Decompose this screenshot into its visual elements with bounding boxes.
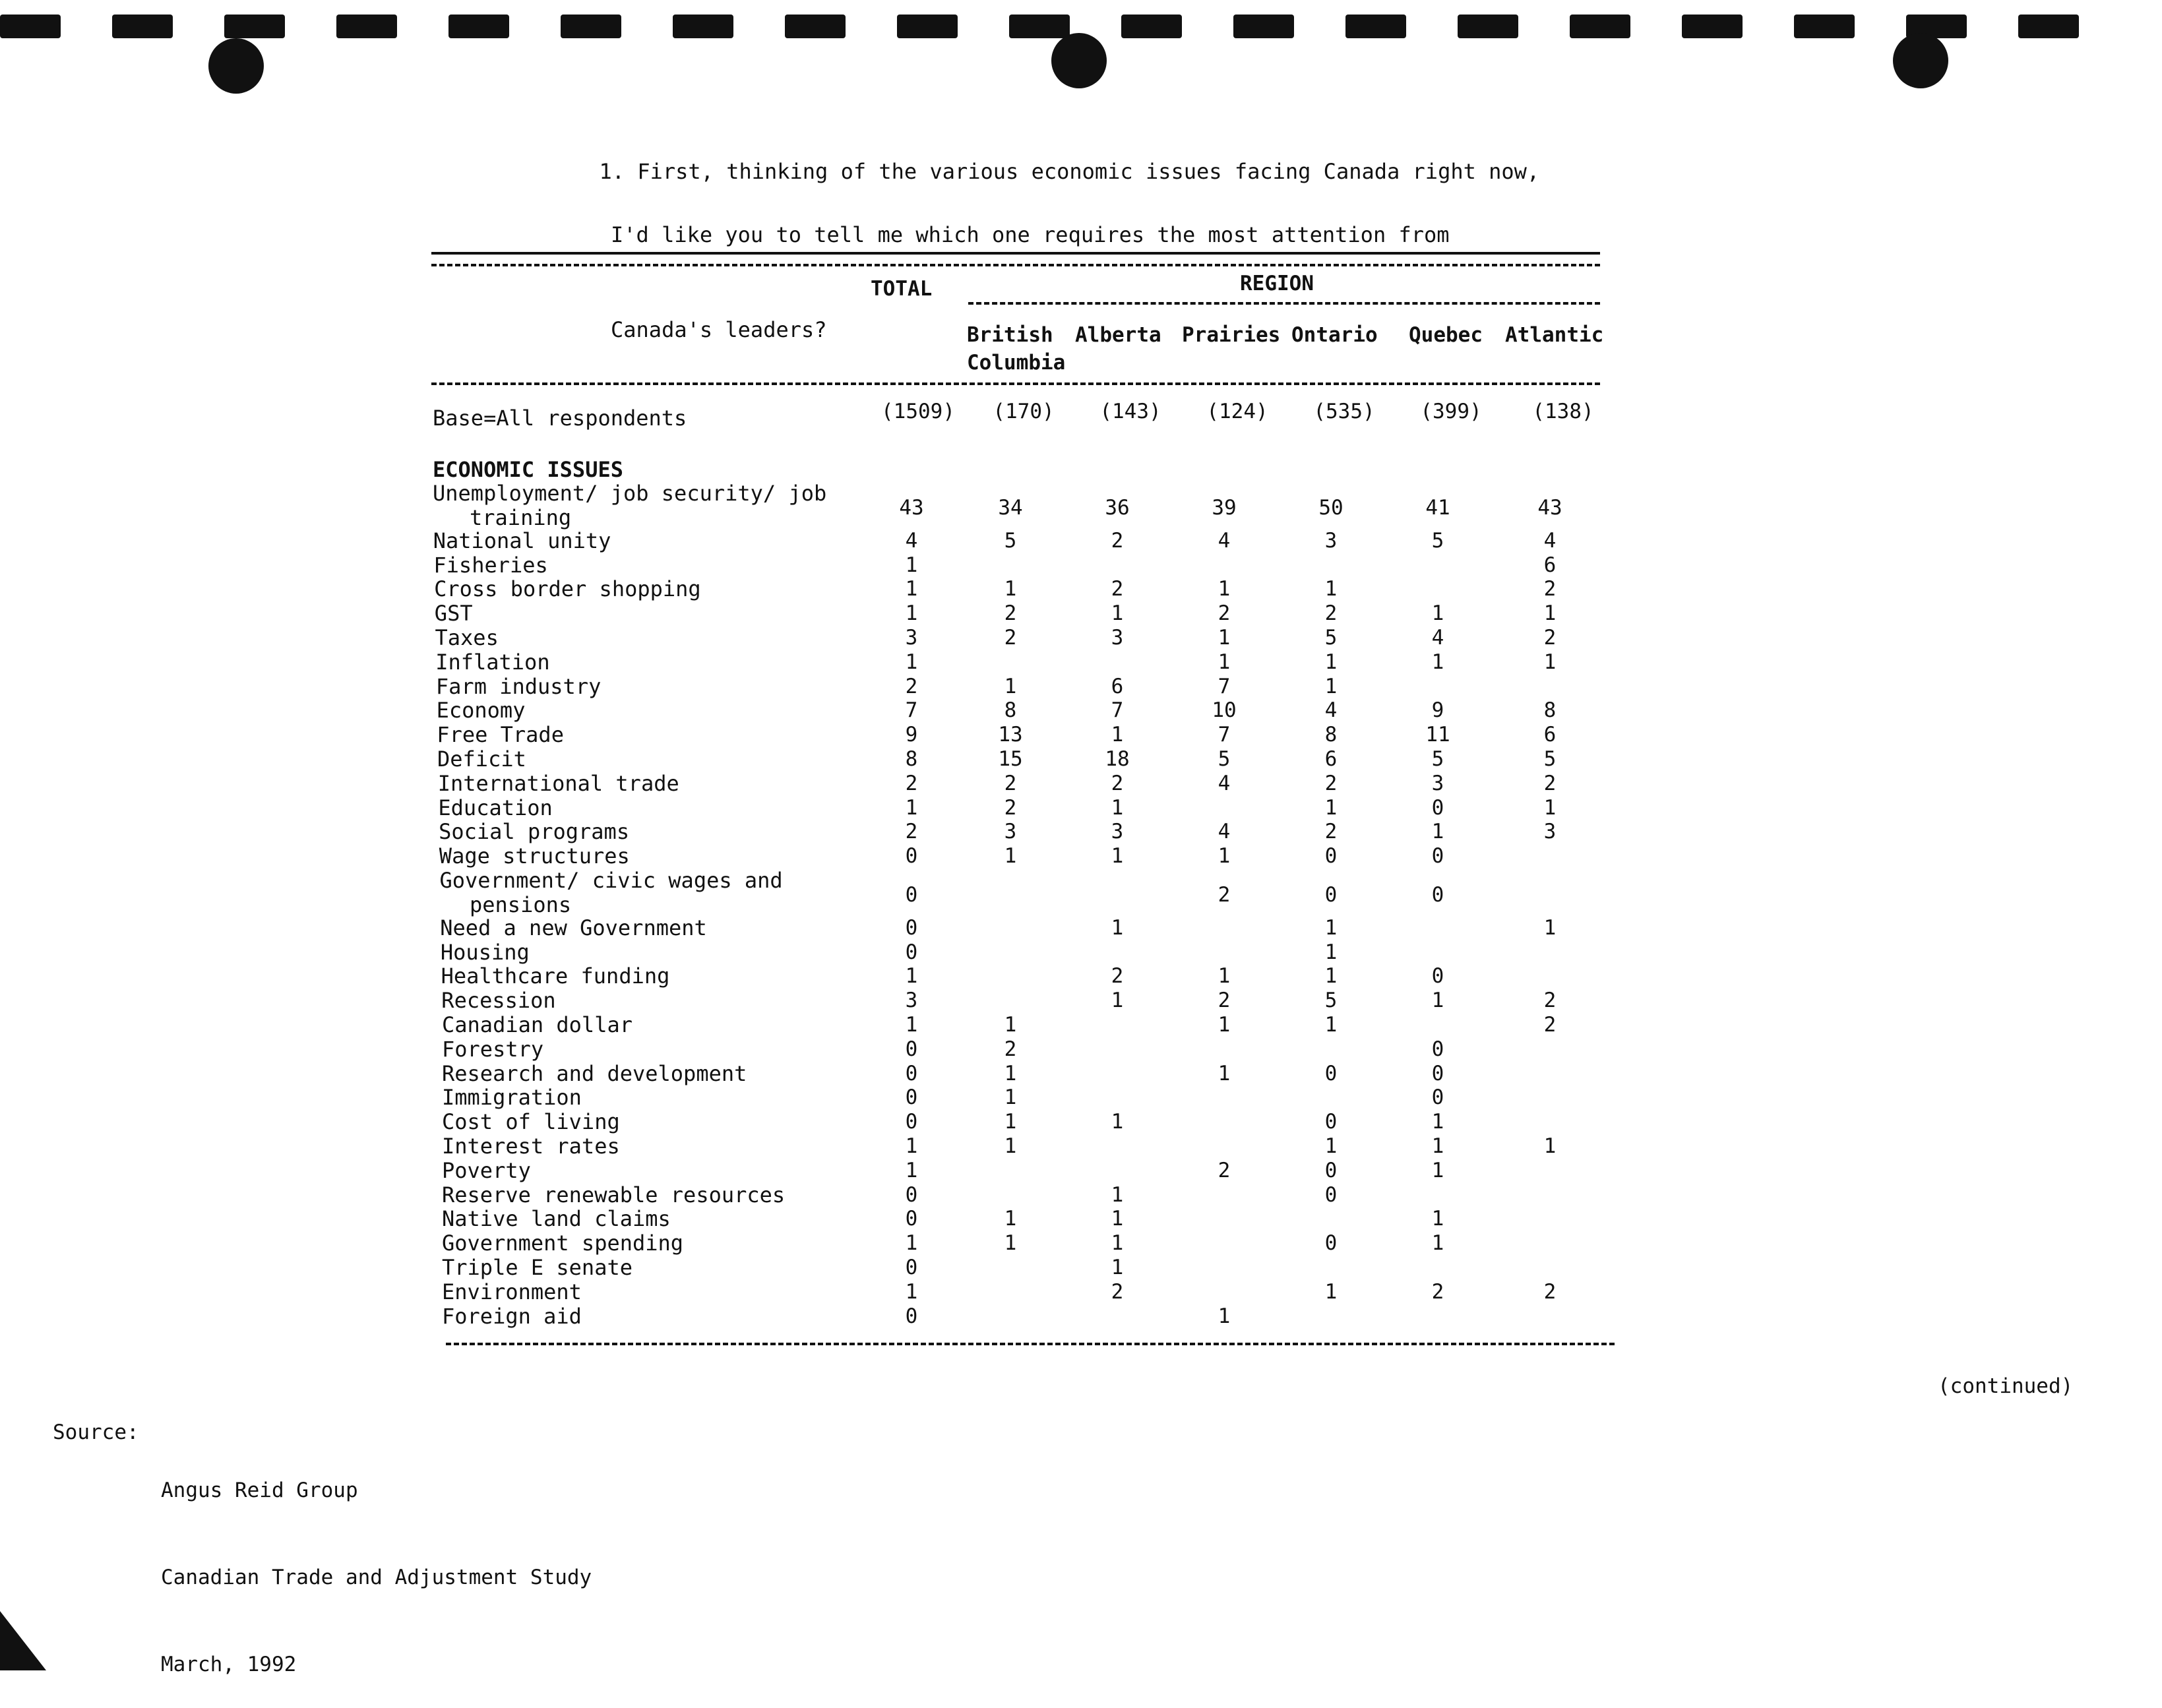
- table-cell: 1: [1111, 1110, 1124, 1134]
- table-cell: 1: [1431, 989, 1444, 1013]
- table-cell: 1: [1324, 915, 1338, 940]
- region-header-col: Quebec: [1409, 323, 1483, 347]
- section-title: ECONOMIC ISSUES: [433, 457, 623, 482]
- binder-dash: [1570, 15, 1630, 38]
- row-label: Farm industry: [435, 673, 602, 699]
- question-line: First, thinking of the various economic issues facing Canada right now,: [637, 159, 1540, 184]
- table-cell: 1: [1218, 844, 1231, 869]
- table-dash-rule: [431, 264, 1600, 266]
- table-cell: 0: [905, 1037, 918, 1061]
- table-cell: 7: [905, 698, 918, 723]
- table-cell: 11: [1425, 723, 1450, 747]
- row-label: Government/ civic wages and: [439, 867, 783, 893]
- row-label: Forestry: [442, 1036, 544, 1062]
- source-line: March, 1992: [161, 1653, 297, 1676]
- table-cell: 3: [905, 989, 918, 1013]
- table-cell: 0: [1324, 1110, 1338, 1134]
- table-cell: 0: [1324, 883, 1338, 907]
- table-cell: 1: [1004, 1085, 1017, 1110]
- table-cell: 0: [905, 1061, 918, 1085]
- row-label: Cost of living: [442, 1109, 620, 1135]
- table-cell: 1: [1111, 601, 1124, 626]
- table-cell: 2: [905, 820, 918, 844]
- table-cell: 1: [1218, 1061, 1231, 1085]
- table-cell: 6: [1111, 674, 1124, 698]
- question-line: Canada's leaders?: [611, 317, 827, 342]
- table-cell: 0: [1431, 1037, 1444, 1061]
- binder-dash: [1458, 15, 1518, 38]
- table-cell: 1: [1431, 601, 1444, 626]
- table-cell: 1: [1218, 964, 1231, 989]
- table-cell: 0: [1324, 1182, 1338, 1207]
- continued-note: (continued): [1938, 1374, 2074, 1398]
- table-cell: 1: [1111, 1255, 1124, 1279]
- table-cell: 1: [1431, 650, 1444, 674]
- table-cell: 2: [1324, 601, 1338, 626]
- table-cell: 2: [1004, 625, 1017, 650]
- row-label: Cross border shopping: [434, 576, 701, 602]
- table-cell: 4: [1324, 698, 1338, 723]
- punch-hole: [1051, 33, 1107, 88]
- table-cell: 1: [1324, 964, 1338, 989]
- table-cell: 0: [1324, 1158, 1338, 1182]
- table-cell: 1: [905, 553, 918, 577]
- table-cell: 2: [1543, 1279, 1557, 1304]
- table-cell: 9: [905, 723, 918, 747]
- row-label: National unity: [433, 528, 611, 553]
- binder-dash: [224, 15, 285, 38]
- punch-hole: [208, 38, 264, 94]
- table-cell: 34: [998, 496, 1023, 520]
- binder-dash: [561, 15, 621, 38]
- table-cell: 41: [1425, 496, 1450, 520]
- table-cell: 0: [1431, 883, 1444, 907]
- table-cell: 1: [1324, 650, 1338, 674]
- binder-dash: [785, 15, 846, 38]
- table-cell: 4: [1218, 820, 1231, 844]
- table-cell: 2: [1004, 1037, 1017, 1061]
- table-cell: 2: [1111, 577, 1124, 601]
- base-value: (124): [1206, 400, 1268, 423]
- binder-dash: [1682, 15, 1743, 38]
- table-cell: 2: [1543, 1012, 1557, 1037]
- table-cell: 1: [1543, 1134, 1557, 1158]
- source-block: [161, 1418, 592, 1708]
- table-cell: 36: [1105, 496, 1130, 520]
- table-cell: 4: [1431, 625, 1444, 650]
- table-cell: 4: [1218, 528, 1231, 553]
- table-top-rule: [431, 252, 1600, 255]
- table-cell: 4: [905, 528, 918, 553]
- table-cell: 1: [905, 795, 918, 820]
- table-cell: 2: [1111, 964, 1124, 989]
- table-cell: 10: [1212, 698, 1237, 723]
- row-label: Reserve renewable resources: [442, 1182, 786, 1207]
- table-cell: 1: [1324, 674, 1338, 698]
- table-cell: 3: [1543, 820, 1557, 844]
- row-label: Free Trade: [437, 722, 564, 748]
- binder-dash: [897, 15, 958, 38]
- table-cell: 1: [1543, 601, 1557, 626]
- source-label: Source:: [53, 1420, 139, 1444]
- table-cell: 2: [1543, 771, 1557, 795]
- table-cell: 13: [998, 723, 1023, 747]
- region-header: REGION: [1240, 272, 1314, 295]
- row-label: Native land claims: [442, 1206, 671, 1232]
- region-header-col: British: [967, 323, 1053, 347]
- row-label: Unemployment/ job security/ job: [433, 481, 827, 506]
- table-cell: 1: [1543, 650, 1557, 674]
- table-cell: 2: [905, 674, 918, 698]
- table-cell: 1: [1218, 1012, 1231, 1037]
- table-cell: 1: [1111, 795, 1124, 820]
- base-value: (1509): [881, 400, 955, 423]
- table-cell: 0: [905, 1085, 918, 1110]
- table-cell: 50: [1318, 496, 1344, 520]
- table-cell: 1: [1004, 1012, 1017, 1037]
- table-cell: 1: [1324, 1134, 1338, 1158]
- table-cell: 0: [905, 883, 918, 907]
- table-cell: 43: [899, 496, 924, 520]
- row-label: Education: [438, 795, 553, 820]
- table-cell: 0: [905, 1110, 918, 1134]
- binder-dash: [1345, 15, 1406, 38]
- base-value: (138): [1532, 400, 1594, 423]
- table-cell: 3: [1111, 820, 1124, 844]
- table-cell: 2: [1543, 577, 1557, 601]
- table-cell: 0: [1431, 964, 1444, 989]
- page-corner-mark: [0, 1611, 46, 1670]
- table-cell: 1: [1324, 940, 1338, 964]
- total-header: TOTAL: [871, 277, 933, 301]
- table-cell: 0: [905, 1255, 918, 1279]
- row-label: Taxes: [435, 625, 499, 650]
- table-cell: 6: [1324, 747, 1338, 771]
- table-cell: 1: [1431, 1231, 1444, 1256]
- binder-dash: [0, 15, 61, 38]
- table-cell: 2: [1324, 820, 1338, 844]
- table-cell: 1: [1004, 1061, 1017, 1085]
- table-cell: 3: [1111, 625, 1124, 650]
- table-cell: 1: [1004, 674, 1017, 698]
- row-label: Inflation: [435, 649, 550, 675]
- question-number: 1.: [599, 159, 625, 184]
- source-line: Angus Reid Group: [161, 1479, 358, 1502]
- table-cell: 8: [1004, 698, 1017, 723]
- binder-dash: [673, 15, 733, 38]
- table-cell: 5: [1431, 747, 1444, 771]
- table-cell: 15: [998, 747, 1023, 771]
- region-header-col: Atlantic: [1505, 323, 1604, 347]
- row-label-cont: training: [470, 504, 572, 530]
- region-header-col: Ontario: [1291, 323, 1378, 347]
- table-cell: 1: [1004, 1134, 1017, 1158]
- table-cell: 1: [1218, 625, 1231, 650]
- region-header-col: Alberta: [1075, 323, 1161, 347]
- table-cell: 1: [1004, 844, 1017, 869]
- table-cell: 8: [905, 747, 918, 771]
- binder-dash: [1009, 15, 1070, 38]
- table-cell: 7: [1111, 698, 1124, 723]
- table-cell: 1: [905, 650, 918, 674]
- table-cell: 2: [1218, 601, 1231, 626]
- table-cell: 1: [1004, 1231, 1017, 1256]
- table-cell: 7: [1218, 723, 1231, 747]
- table-cell: 0: [905, 1304, 918, 1328]
- table-cell: 2: [1004, 795, 1017, 820]
- table-cell: 2: [1218, 989, 1231, 1013]
- table-cell: 0: [905, 940, 918, 964]
- table-cell: 1: [1324, 795, 1338, 820]
- source-line: Canadian Trade and Adjustment Study: [161, 1566, 592, 1589]
- row-label: Research and development: [442, 1060, 747, 1086]
- table-cell: 5: [1543, 747, 1557, 771]
- row-label: Recession: [441, 988, 556, 1014]
- binder-dash: [1121, 15, 1182, 38]
- table-cell: 2: [1543, 989, 1557, 1013]
- table-cell: 5: [1004, 528, 1017, 553]
- table-cell: 1: [1111, 844, 1124, 869]
- header-bottom-rule: [431, 382, 1600, 385]
- binder-dash: [112, 15, 173, 38]
- table-cell: 1: [905, 964, 918, 989]
- table-cell: 1: [1218, 577, 1231, 601]
- base-value: (535): [1313, 400, 1375, 423]
- table-cell: 1: [1431, 1158, 1444, 1182]
- row-label: Need a new Government: [440, 915, 707, 940]
- binder-dash: [1794, 15, 1855, 38]
- table-cell: 1: [1004, 1207, 1017, 1231]
- table-cell: 2: [905, 771, 918, 795]
- table-cell: 1: [905, 577, 918, 601]
- table-cell: 0: [1324, 1231, 1338, 1256]
- region-header-col: Prairies: [1182, 323, 1281, 347]
- table-cell: 1: [1431, 1207, 1444, 1231]
- table-cell: 1: [1218, 650, 1231, 674]
- row-label-cont: pensions: [470, 892, 572, 917]
- table-cell: 1: [905, 1231, 918, 1256]
- table-cell: 0: [905, 1207, 918, 1231]
- table-cell: 1: [1324, 1012, 1338, 1037]
- table-cell: 0: [1431, 1061, 1444, 1085]
- table-cell: 1: [1004, 577, 1017, 601]
- binder-dash: [448, 15, 509, 38]
- table-cell: 0: [1431, 795, 1444, 820]
- row-label: Immigration: [442, 1085, 582, 1111]
- table-cell: 0: [1324, 1061, 1338, 1085]
- table-cell: 3: [1324, 528, 1338, 553]
- base-value: (170): [993, 400, 1055, 423]
- table-cell: 2: [1004, 771, 1017, 795]
- table-cell: 3: [905, 625, 918, 650]
- row-label: Foreign aid: [442, 1303, 582, 1329]
- binder-dash: [1233, 15, 1294, 38]
- table-cell: 43: [1537, 496, 1562, 520]
- question-line: I'd like you to tell me which one requires the most attention from: [611, 222, 1450, 247]
- table-cell: 1: [905, 1279, 918, 1304]
- row-label: Wage structures: [439, 843, 630, 869]
- row-label: Poverty: [442, 1157, 531, 1183]
- table-cell: 18: [1105, 747, 1130, 771]
- table-cell: 1: [1431, 1134, 1444, 1158]
- table-cell: 2: [1431, 1279, 1444, 1304]
- row-label: Canadian dollar: [442, 1012, 633, 1037]
- table-cell: 39: [1212, 496, 1237, 520]
- table-cell: 1: [1218, 1304, 1231, 1328]
- row-label: Deficit: [437, 746, 526, 772]
- table-cell: 2: [1324, 771, 1338, 795]
- table-cell: 0: [1431, 844, 1444, 869]
- row-label: GST: [434, 601, 473, 626]
- table-cell: 1: [1324, 577, 1338, 601]
- table-cell: 1: [1111, 915, 1124, 940]
- table-cell: 0: [1431, 1085, 1444, 1110]
- table-cell: 1: [1324, 1279, 1338, 1304]
- table-cell: 0: [1324, 844, 1338, 869]
- table-cell: 3: [1004, 820, 1017, 844]
- table-cell: 2: [1218, 1158, 1231, 1182]
- table-cell: 1: [905, 601, 918, 626]
- table-cell: 5: [1324, 989, 1338, 1013]
- table-cell: 1: [1111, 989, 1124, 1013]
- table-cell: 2: [1111, 528, 1124, 553]
- row-label: Interest rates: [442, 1133, 620, 1159]
- question-text: [574, 124, 1539, 377]
- table-cell: 0: [905, 915, 918, 940]
- row-label: Social programs: [439, 819, 630, 845]
- table-bottom-rule: [446, 1343, 1615, 1345]
- row-label: Economy: [436, 698, 526, 723]
- table-cell: 7: [1218, 674, 1231, 698]
- table-cell: 5: [1324, 625, 1338, 650]
- table-cell: 1: [905, 1158, 918, 1182]
- table-cell: 1: [1111, 1182, 1124, 1207]
- table-cell: 1: [1111, 1207, 1124, 1231]
- table-cell: 2: [1111, 771, 1124, 795]
- table-cell: 2: [1004, 601, 1017, 626]
- table-cell: 0: [905, 844, 918, 869]
- base-label: Base=All respondents: [433, 406, 687, 431]
- row-label: Fisheries: [433, 552, 548, 578]
- table-cell: 1: [1431, 1110, 1444, 1134]
- row-label: Healthcare funding: [441, 963, 670, 989]
- table-cell: 1: [1543, 795, 1557, 820]
- table-cell: 2: [1218, 883, 1231, 907]
- table-cell: 6: [1543, 723, 1557, 747]
- table-cell: 4: [1218, 771, 1231, 795]
- binder-dash: [2018, 15, 2079, 38]
- row-label: Housing: [440, 939, 530, 965]
- table-cell: 1: [1111, 1231, 1124, 1256]
- table-cell: 1: [1004, 1110, 1017, 1134]
- table-cell: 3: [1431, 771, 1444, 795]
- table-cell: 1: [1111, 723, 1124, 747]
- table-cell: 6: [1543, 553, 1557, 577]
- table-cell: 5: [1431, 528, 1444, 553]
- region-dash-rule: [968, 302, 1600, 305]
- table-cell: 1: [1431, 820, 1444, 844]
- row-label: Environment: [442, 1279, 582, 1304]
- table-cell: 8: [1543, 698, 1557, 723]
- table-cell: 2: [1111, 1279, 1124, 1304]
- table-cell: 9: [1431, 698, 1444, 723]
- row-label: Government spending: [442, 1231, 684, 1256]
- table-cell: 1: [905, 1012, 918, 1037]
- binder-dash: [336, 15, 397, 38]
- row-label: International trade: [437, 770, 679, 796]
- table-cell: 1: [1543, 915, 1557, 940]
- punch-hole: [1893, 33, 1948, 88]
- base-value: (143): [1099, 400, 1161, 423]
- table-cell: 8: [1324, 723, 1338, 747]
- table-cell: 2: [1543, 625, 1557, 650]
- base-value: (399): [1420, 400, 1482, 423]
- table-cell: 5: [1218, 747, 1231, 771]
- region-header-col-line2: Columbia: [967, 351, 1066, 375]
- row-label: Triple E senate: [442, 1254, 633, 1280]
- table-cell: 4: [1543, 528, 1557, 553]
- table-cell: 1: [905, 1134, 918, 1158]
- table-cell: 0: [905, 1182, 918, 1207]
